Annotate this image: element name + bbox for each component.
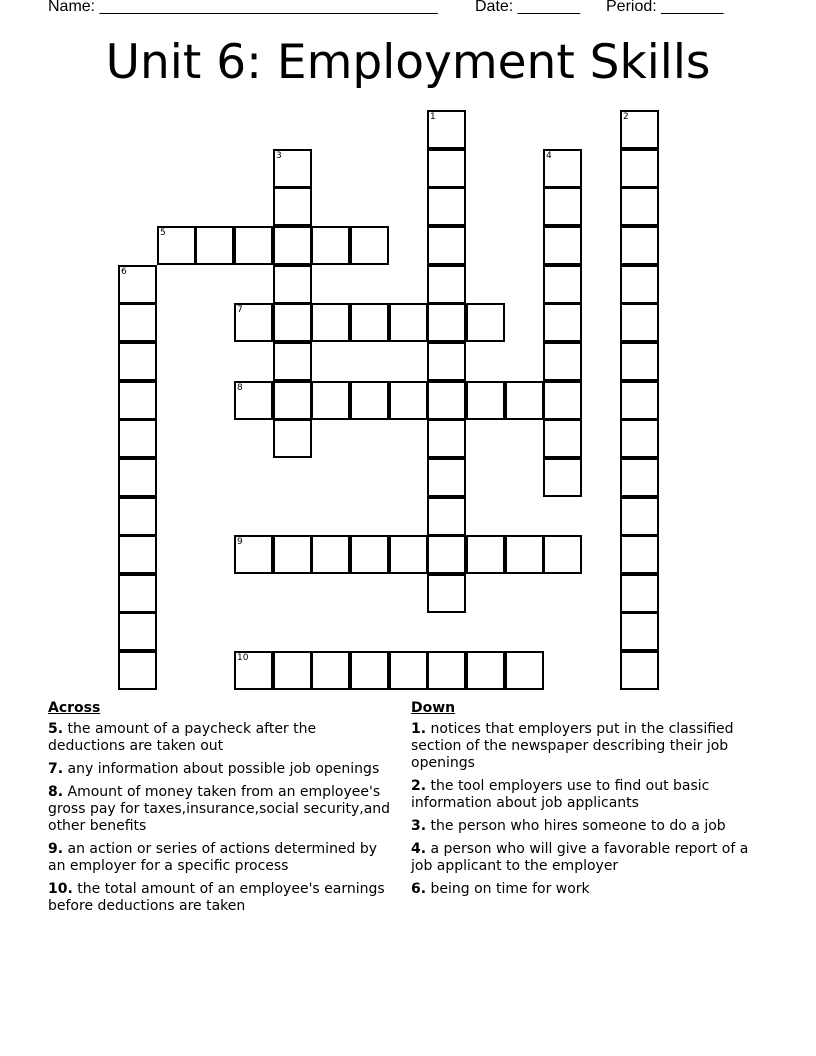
clue-item: [48, 841, 393, 875]
clue-item-text: any information about possible job openings: [63, 761, 380, 777]
crossword-cell[interactable]: [466, 303, 505, 342]
crossword-cell[interactable]: [273, 651, 312, 690]
crossword-cell[interactable]: [466, 535, 505, 574]
crossword-cell[interactable]: [427, 419, 466, 458]
date-field[interactable]: Date: _______: [475, 0, 580, 15]
crossword-cell[interactable]: [273, 535, 312, 574]
crossword-cell[interactable]: [620, 497, 659, 536]
crossword-cell[interactable]: [427, 497, 466, 536]
clue-item-text: notices that employers put in the classified section of the newspaper describing their job openings: [411, 721, 734, 771]
crossword-cell[interactable]: [389, 303, 428, 342]
crossword-cell[interactable]: [620, 458, 659, 497]
crossword-cell[interactable]: [311, 226, 350, 265]
crossword-cell[interactable]: [505, 651, 544, 690]
clue-item-number: 10.: [48, 881, 73, 897]
crossword-cell[interactable]: [427, 458, 466, 497]
crossword-cell[interactable]: [505, 381, 544, 420]
crossword-cell[interactable]: [620, 342, 659, 381]
crossword-cell[interactable]: [427, 110, 466, 149]
crossword-cell[interactable]: [427, 149, 466, 188]
clue-item-number: 5.: [48, 721, 64, 737]
crossword-cell[interactable]: [118, 535, 157, 574]
crossword-cell[interactable]: [273, 381, 312, 420]
crossword-cell[interactable]: [543, 342, 582, 381]
across-clues: [48, 700, 393, 921]
crossword-cell[interactable]: [543, 419, 582, 458]
crossword-cell[interactable]: [466, 651, 505, 690]
crossword-cell[interactable]: [273, 187, 312, 226]
crossword-cell[interactable]: [273, 149, 312, 188]
crossword-cell[interactable]: [620, 381, 659, 420]
clue-item-number: 6.: [411, 881, 427, 897]
crossword-cell[interactable]: [195, 226, 234, 265]
clue-item-text: the total amount of an employee's earnings before deductions are taken: [48, 881, 385, 914]
crossword-cell[interactable]: [350, 535, 389, 574]
crossword-cell[interactable]: [311, 651, 350, 690]
crossword-cell[interactable]: [118, 381, 157, 420]
crossword-cell[interactable]: [543, 226, 582, 265]
clue-item: [411, 778, 771, 812]
crossword-cell[interactable]: [620, 535, 659, 574]
clue-item-number: 4.: [411, 841, 427, 857]
clue-item: [411, 721, 771, 772]
crossword-cell[interactable]: [118, 612, 157, 651]
crossword-cell[interactable]: [620, 612, 659, 651]
crossword-cell[interactable]: [389, 381, 428, 420]
crossword-cell[interactable]: [311, 381, 350, 420]
crossword-cell[interactable]: [273, 342, 312, 381]
crossword-cell[interactable]: [273, 303, 312, 342]
name-field[interactable]: Name: ______________________________________: [48, 0, 438, 15]
clue-item: [48, 721, 393, 755]
crossword-cell[interactable]: [620, 419, 659, 458]
crossword-cell[interactable]: [620, 265, 659, 304]
clue-item: [411, 841, 771, 875]
clue-number: 2: [623, 112, 629, 122]
crossword-cell[interactable]: [543, 303, 582, 342]
crossword-cell[interactable]: [118, 265, 157, 304]
crossword-cell[interactable]: [543, 149, 582, 188]
crossword-cell[interactable]: [543, 458, 582, 497]
crossword-cell[interactable]: [620, 303, 659, 342]
crossword-cell[interactable]: [620, 651, 659, 690]
crossword-cell[interactable]: [273, 265, 312, 304]
crossword-cell[interactable]: [234, 226, 273, 265]
page-title: Unit 6: Employment Skills: [105, 35, 711, 90]
across-heading: Across: [48, 700, 101, 716]
crossword-cell[interactable]: [350, 651, 389, 690]
period-field[interactable]: Period: _______: [606, 0, 724, 15]
clue-number: 1: [430, 112, 436, 122]
crossword-cell[interactable]: [157, 226, 196, 265]
crossword-cell[interactable]: [118, 419, 157, 458]
crossword-cell[interactable]: [234, 535, 273, 574]
crossword-cell[interactable]: [427, 535, 466, 574]
crossword-cell[interactable]: [118, 342, 157, 381]
crossword-cell[interactable]: [427, 187, 466, 226]
clue-number: 4: [546, 151, 552, 161]
crossword-cell[interactable]: [234, 303, 273, 342]
clue-item-text: Amount of money taken from an employee's gross pay for taxes,insurance,social security,and other benefits: [48, 784, 391, 834]
crossword-cell[interactable]: [427, 265, 466, 304]
crossword-cell[interactable]: [620, 187, 659, 226]
crossword-cell[interactable]: [543, 265, 582, 304]
crossword-cell[interactable]: [118, 497, 157, 536]
crossword-cell[interactable]: [466, 381, 505, 420]
crossword-cell[interactable]: [620, 574, 659, 613]
clue-item-number: 2.: [411, 778, 427, 794]
crossword-cell[interactable]: [273, 226, 312, 265]
clue-item-number: 3.: [411, 818, 427, 834]
clue-number: 7: [237, 305, 243, 315]
clue-item-number: 8.: [48, 784, 64, 800]
crossword-cell[interactable]: [350, 381, 389, 420]
crossword-cell[interactable]: [234, 651, 273, 690]
clue-number: 10: [237, 653, 249, 663]
crossword-cell[interactable]: [543, 187, 582, 226]
crossword-cell[interactable]: [427, 651, 466, 690]
crossword-cell[interactable]: [505, 535, 544, 574]
crossword-cell[interactable]: [350, 303, 389, 342]
clue-item-text: the tool employers use to find out basic information about job applicants: [411, 778, 710, 811]
crossword-cell[interactable]: [311, 535, 350, 574]
clue-item-text: an action or series of actions determined by an employer for a specific process: [48, 841, 378, 874]
crossword-cell[interactable]: [543, 535, 582, 574]
clue-item: [48, 761, 393, 778]
clue-item-number: 7.: [48, 761, 64, 777]
crossword-cell[interactable]: [427, 226, 466, 265]
crossword-cell[interactable]: [620, 226, 659, 265]
down-clues: [411, 700, 771, 904]
clue-item-text: the person who hires someone to do a job: [426, 818, 726, 834]
clue-item-text: the amount of a paycheck after the deductions are taken out: [48, 721, 317, 754]
crossword-cell[interactable]: [543, 381, 582, 420]
crossword-cell[interactable]: [118, 651, 157, 690]
crossword-cell[interactable]: [234, 381, 273, 420]
clue-number: 5: [160, 228, 166, 238]
clue-item-number: 1.: [411, 721, 427, 737]
clue-item-number: 9.: [48, 841, 64, 857]
clue-item: [48, 784, 393, 835]
down-heading: Down: [411, 700, 456, 716]
crossword-cell[interactable]: [311, 303, 350, 342]
clue-item-text: a person who will give a favorable report of a job applicant to the employer: [411, 841, 749, 874]
clue-number: 3: [276, 151, 282, 161]
clue-item: [411, 818, 771, 835]
clue-number: 9: [237, 537, 243, 547]
clue-item: [48, 881, 393, 915]
crossword-cell[interactable]: [620, 149, 659, 188]
crossword-cell[interactable]: [350, 226, 389, 265]
crossword-cell[interactable]: [427, 342, 466, 381]
crossword-cell[interactable]: [389, 651, 428, 690]
clue-item-text: being on time for work: [426, 881, 590, 897]
across-clue-list: [48, 721, 393, 915]
down-clue-list: [411, 721, 771, 898]
crossword-cell[interactable]: [427, 574, 466, 613]
crossword-cell[interactable]: [427, 381, 466, 420]
crossword-cell[interactable]: [389, 535, 428, 574]
crossword-cell[interactable]: [118, 303, 157, 342]
clue-item: [411, 881, 771, 898]
crossword-cell[interactable]: [427, 303, 466, 342]
clue-number: 8: [237, 383, 243, 393]
crossword-cell[interactable]: [118, 574, 157, 613]
crossword-cell[interactable]: [273, 419, 312, 458]
crossword-cell[interactable]: [620, 110, 659, 149]
crossword-cell[interactable]: [118, 458, 157, 497]
clue-number: 6: [121, 267, 127, 277]
